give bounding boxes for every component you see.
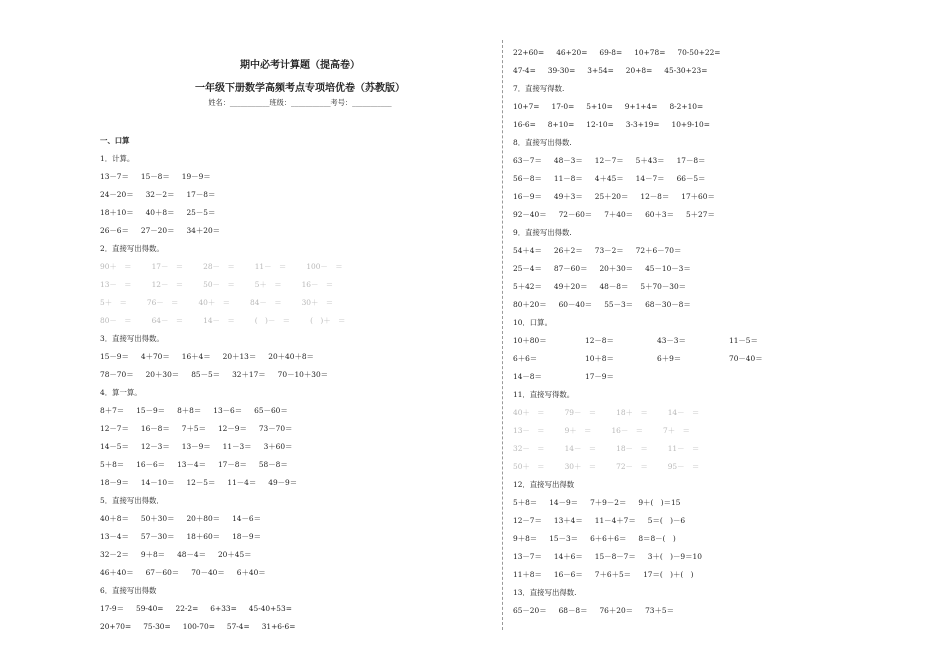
problem-item: ( )＋ ＝ bbox=[310, 316, 346, 326]
problem-item: 14－ ＝ bbox=[564, 444, 597, 454]
problem-item: 49－9＝ bbox=[268, 478, 298, 488]
problem-item: 10＋80＝ bbox=[513, 336, 547, 346]
problem-item: 6＋9＝ bbox=[657, 354, 682, 364]
problem-item: 5＋42＝ bbox=[513, 282, 542, 292]
problem-item: 59-40= bbox=[136, 604, 164, 614]
question-heading: 3．直接写出得数。 bbox=[100, 334, 164, 344]
problem-item: 17－8＝ bbox=[186, 190, 216, 200]
problem-item: 40＋ ＝ bbox=[513, 408, 545, 418]
right-column bbox=[513, 44, 933, 620]
problem-row bbox=[513, 188, 933, 206]
problem-item: 13－7＝ bbox=[100, 172, 129, 182]
problem-item: 14－5＝ bbox=[100, 442, 129, 452]
problem-item: 48－4＝ bbox=[177, 550, 206, 560]
problem-item: 32－2＝ bbox=[145, 190, 175, 200]
problem-item: 5＋ ＝ bbox=[100, 298, 127, 308]
problem-row bbox=[100, 222, 495, 240]
problem-item: 7＋6＋5＝ bbox=[594, 570, 632, 580]
problem-item: 80－ ＝ bbox=[100, 316, 132, 326]
problem-item: 14－7＝ bbox=[635, 174, 665, 184]
problem-row bbox=[513, 350, 933, 368]
problem-item: 6＋6＋6＝ bbox=[590, 534, 627, 544]
question-heading: 13．直接写出得数. bbox=[513, 588, 577, 598]
problem-item: 18－9＝ bbox=[232, 532, 261, 542]
question-heading: 10．口算。 bbox=[513, 318, 552, 328]
problem-item: 11－4＝ bbox=[227, 478, 257, 488]
problem-item: 13＋4＝ bbox=[553, 516, 583, 526]
problem-item: 5＋70－30＝ bbox=[640, 282, 687, 292]
problem-item: 57－30＝ bbox=[140, 532, 175, 542]
problem-item: 12－8＝ bbox=[640, 192, 670, 202]
problem-item: 8＝8－( ) bbox=[638, 534, 676, 544]
problem-item: 3＋( )－9＝10 bbox=[647, 552, 702, 562]
problem-item: 11－ ＝ bbox=[254, 262, 287, 272]
problem-item: 16＋4＝ bbox=[181, 352, 211, 362]
problem-item: 55－3＝ bbox=[604, 300, 634, 310]
problem-row bbox=[513, 278, 933, 296]
problem-item: 84－ ＝ bbox=[250, 298, 282, 308]
problem-item: 7＋40＝ bbox=[604, 210, 634, 220]
problem-row bbox=[513, 440, 933, 458]
problem-item: 63－7＝ bbox=[513, 156, 542, 166]
problem-item: 16－9＝ bbox=[513, 192, 542, 202]
problem-item: 22-2= bbox=[175, 604, 199, 614]
problem-row bbox=[100, 456, 495, 474]
problem-item: 5＋43＝ bbox=[635, 156, 665, 166]
problem-item: 17－8＝ bbox=[676, 156, 706, 166]
problem-item: 25－4＝ bbox=[513, 264, 542, 274]
problem-item: 17-9＝ bbox=[100, 604, 124, 614]
problem-item: 6+33= bbox=[210, 604, 237, 614]
problem-row bbox=[100, 510, 495, 528]
problem-item: 10＋8＝ bbox=[585, 354, 614, 364]
problem-item: 92－40＝ bbox=[513, 210, 547, 220]
problem-item: 13－7＝ bbox=[513, 552, 542, 562]
problem-row bbox=[513, 152, 933, 170]
problem-item: 32＋17＝ bbox=[232, 370, 266, 380]
problem-item: 48－3＝ bbox=[553, 156, 583, 166]
question-heading: 2．直接写出得数。 bbox=[100, 244, 164, 254]
problem-item: 72＋6－70＝ bbox=[635, 246, 682, 256]
question-heading: 4．算一算。 bbox=[100, 388, 142, 398]
problem-row bbox=[100, 186, 495, 204]
problem-row bbox=[513, 170, 933, 188]
problem-item: 69-8= bbox=[599, 48, 623, 58]
problem-item: 32－ ＝ bbox=[513, 444, 545, 454]
problem-item: 10+7= bbox=[513, 102, 540, 112]
problem-item: 60－40＝ bbox=[558, 300, 593, 310]
problem-item: 12－5＝ bbox=[186, 478, 216, 488]
problem-item: 12－7＝ bbox=[100, 424, 129, 434]
problem-item: 6＋6＝ bbox=[513, 354, 538, 364]
problem-item: 10+78= bbox=[634, 48, 666, 58]
problem-item: 11－4＋7＝ bbox=[594, 516, 636, 526]
problem-item: 73－2＝ bbox=[594, 246, 624, 256]
problem-item: 31+6-6= bbox=[261, 622, 296, 632]
problem-row bbox=[100, 258, 495, 276]
problem-item: 50－ ＝ bbox=[203, 280, 235, 290]
problem-row bbox=[100, 168, 495, 186]
problem-row bbox=[513, 62, 933, 80]
problem-item: 17＋60＝ bbox=[681, 192, 715, 202]
student-info-line: 姓名：___________班级：___________考号：___________ bbox=[208, 98, 392, 107]
problem-item: 26＋2＝ bbox=[553, 246, 583, 256]
problem-row bbox=[513, 602, 933, 620]
problem-item: 45-30+23= bbox=[664, 66, 708, 76]
problem-item: 5＋8＝ bbox=[513, 498, 538, 508]
problem-row bbox=[513, 242, 933, 260]
problem-item: 14＋6＝ bbox=[553, 552, 583, 562]
question-heading: 9．直接写出得数. bbox=[513, 228, 572, 238]
problem-item: 13－6＝ bbox=[213, 406, 243, 416]
question-heading: 7．直接写得数. bbox=[513, 84, 565, 94]
problem-item: 18－ ＝ bbox=[616, 444, 648, 454]
problem-row bbox=[100, 312, 495, 330]
problem-item: 73＋5＝ bbox=[645, 606, 674, 616]
problem-row bbox=[100, 564, 495, 582]
problem-item: 85－5＝ bbox=[191, 370, 221, 380]
problem-item: 20＋30＝ bbox=[145, 370, 180, 380]
problem-item: 9+1+4= bbox=[624, 102, 658, 112]
problem-item: 13－4＝ bbox=[177, 460, 206, 470]
problem-item: 70－10＋30＝ bbox=[277, 370, 329, 380]
problem-item: 3-3+19= bbox=[625, 120, 660, 130]
problem-row bbox=[513, 530, 933, 548]
problem-item: 50＋ ＝ bbox=[513, 462, 545, 472]
problem-item: 5＝( )－6 bbox=[647, 516, 686, 526]
problem-row bbox=[100, 204, 495, 222]
problem-item: 68－30－8＝ bbox=[645, 300, 691, 310]
problem-item: 4＋70＝ bbox=[140, 352, 170, 362]
problem-row bbox=[513, 44, 933, 62]
problem-item: 56－8＝ bbox=[513, 174, 542, 184]
problem-item: 12－7＝ bbox=[594, 156, 624, 166]
problem-item: ( )－ ＝ bbox=[254, 316, 291, 326]
problem-item: 16-6= bbox=[513, 120, 536, 130]
problem-row bbox=[513, 548, 933, 566]
problem-item: 13－ ＝ bbox=[100, 280, 132, 290]
problem-item: 16－ ＝ bbox=[301, 280, 334, 290]
problem-item: 16－6＝ bbox=[553, 570, 583, 580]
problem-item: 67－60＝ bbox=[145, 568, 180, 578]
problem-item: 15－8＝ bbox=[140, 172, 170, 182]
problem-item: 65－60＝ bbox=[254, 406, 288, 416]
problem-item: 12－9＝ bbox=[217, 424, 247, 434]
problem-item: 70－40＝ bbox=[191, 568, 225, 578]
problem-item: 20＋40＋8＝ bbox=[268, 352, 314, 362]
problem-item: 14－ ＝ bbox=[667, 408, 700, 418]
problem-item: 5＋8＝ bbox=[100, 460, 125, 470]
problem-item: 43－3＝ bbox=[657, 336, 686, 346]
problem-row bbox=[513, 206, 933, 224]
problem-item: 19－9＝ bbox=[181, 172, 211, 182]
problem-item: 16－8＝ bbox=[140, 424, 170, 434]
problem-row bbox=[100, 438, 495, 456]
problem-item: 49＋20＝ bbox=[553, 282, 588, 292]
problem-item: 25－5＝ bbox=[186, 208, 216, 218]
section-heading: 一、口算 bbox=[100, 136, 130, 146]
question-heading: 6．直接写出得数 bbox=[100, 586, 157, 596]
problem-item: 72－ ＝ bbox=[616, 462, 648, 472]
problem-item: 20＋30＝ bbox=[599, 264, 634, 274]
page-divider bbox=[502, 40, 503, 630]
problem-item: 20＋80＝ bbox=[186, 514, 221, 524]
problem-item: 10+9-10= bbox=[671, 120, 710, 130]
problem-item: 12－3＝ bbox=[140, 442, 170, 452]
problem-item: 7＋9－2＝ bbox=[590, 498, 627, 508]
problem-row bbox=[513, 404, 933, 422]
problem-item: 18＋10＝ bbox=[100, 208, 134, 218]
problem-item: 7＋ ＝ bbox=[663, 426, 690, 436]
problem-item: 28－ ＝ bbox=[203, 262, 235, 272]
problem-item: 18＋ ＝ bbox=[616, 408, 648, 418]
page-subtitle: 一年级下册数学高频考点专项培优卷（苏教版） bbox=[195, 83, 405, 94]
problem-item: 17－9＝ bbox=[585, 372, 614, 382]
problem-row bbox=[513, 332, 933, 350]
problem-item: 48－8＝ bbox=[599, 282, 629, 292]
problem-item: 14－10＝ bbox=[140, 478, 175, 488]
question-heading: 12．直接写出得数 bbox=[513, 480, 575, 490]
problem-item: 3＋60＝ bbox=[263, 442, 293, 452]
problem-item: 26－6＝ bbox=[100, 226, 129, 236]
problem-item: 16－6＝ bbox=[136, 460, 166, 470]
question-heading: 8．直接写出得数. bbox=[513, 138, 572, 148]
problem-row bbox=[100, 276, 495, 294]
problem-row bbox=[100, 474, 495, 492]
problem-item: 8-2+10= bbox=[669, 102, 704, 112]
problem-item: 20+8= bbox=[625, 66, 653, 76]
problem-row bbox=[513, 368, 933, 386]
problem-item: 11＋8＝ bbox=[513, 570, 542, 580]
problem-row bbox=[513, 494, 933, 512]
problem-item: 46+20= bbox=[556, 48, 588, 58]
problem-item: 70－40＝ bbox=[729, 354, 763, 364]
problem-item: 30＋ ＝ bbox=[564, 462, 597, 472]
problem-item: 17－8＝ bbox=[217, 460, 247, 470]
problem-item: 50＋30＝ bbox=[140, 514, 175, 524]
problem-row bbox=[513, 512, 933, 530]
problem-item: 8＋8＝ bbox=[177, 406, 202, 416]
problem-item: 20＋13＝ bbox=[222, 352, 257, 362]
problem-item: 5＋27＝ bbox=[685, 210, 715, 220]
problem-item: 58－8＝ bbox=[258, 460, 288, 470]
problem-item: 45-40+53= bbox=[248, 604, 292, 614]
problem-item: 11－8＝ bbox=[553, 174, 583, 184]
problem-item: 6＋40＝ bbox=[236, 568, 266, 578]
problem-item: 79－ ＝ bbox=[564, 408, 597, 418]
problem-item: 64－ ＝ bbox=[151, 316, 184, 326]
problem-item: 14－8＝ bbox=[513, 372, 542, 382]
problem-item: 13－4＝ bbox=[100, 532, 129, 542]
problem-item: 9＋ ＝ bbox=[564, 426, 592, 436]
problem-item: 70-50+22= bbox=[677, 48, 721, 58]
problem-item: 16－ ＝ bbox=[611, 426, 644, 436]
problem-item: 72－60＝ bbox=[558, 210, 593, 220]
problem-item: 8+10= bbox=[547, 120, 575, 130]
problem-item: 65－20＝ bbox=[513, 606, 547, 616]
problem-row bbox=[513, 296, 933, 314]
problem-item: 45－10－3＝ bbox=[645, 264, 691, 274]
problem-item: 46＋40＝ bbox=[100, 568, 134, 578]
problem-row bbox=[100, 618, 495, 636]
problem-item: 40＋8＝ bbox=[100, 514, 129, 524]
problem-row bbox=[513, 458, 933, 476]
problem-item: 78－70＝ bbox=[100, 370, 134, 380]
question-heading: 5．直接写出得数． bbox=[100, 496, 164, 506]
problem-item: 100－ ＝ bbox=[306, 262, 343, 272]
problem-item: 14－ ＝ bbox=[203, 316, 235, 326]
problem-item: 95－ ＝ bbox=[667, 462, 700, 472]
problem-row bbox=[100, 402, 495, 420]
problem-item: 18－9＝ bbox=[100, 478, 129, 488]
problem-item: 22+60= bbox=[513, 48, 545, 58]
problem-item: 14－9＝ bbox=[549, 498, 579, 508]
problem-item: 15－8－7＝ bbox=[594, 552, 636, 562]
problem-item: 11－3＝ bbox=[222, 442, 252, 452]
problem-row bbox=[100, 600, 495, 618]
problem-item: 12-10= bbox=[586, 120, 614, 130]
problem-item: 54＋4＝ bbox=[513, 246, 542, 256]
problem-item: 76－ ＝ bbox=[146, 298, 179, 308]
problem-item: 25＋20＝ bbox=[594, 192, 629, 202]
problem-item: 80＋20＝ bbox=[513, 300, 547, 310]
problem-item: 39-30= bbox=[547, 66, 576, 76]
problem-row bbox=[100, 294, 495, 312]
problem-item: 11－ ＝ bbox=[667, 444, 700, 454]
problem-row bbox=[100, 546, 495, 564]
problem-row bbox=[100, 420, 495, 438]
problem-row bbox=[513, 422, 933, 440]
problem-row bbox=[513, 260, 933, 278]
problem-item: 20＋45＝ bbox=[217, 550, 252, 560]
problem-row bbox=[513, 566, 933, 584]
problem-item: 40＋ ＝ bbox=[198, 298, 231, 308]
question-heading: 11．直接写得数。 bbox=[513, 390, 575, 400]
problem-row bbox=[513, 116, 933, 134]
problem-item: 57-4= bbox=[226, 622, 250, 632]
problem-item: 15－9＝ bbox=[100, 352, 129, 362]
problem-item: 40＋8＝ bbox=[145, 208, 175, 218]
problem-item: 11－5＝ bbox=[729, 336, 758, 346]
problem-item: 76＋20＝ bbox=[599, 606, 634, 616]
problem-item: 75-30= bbox=[143, 622, 171, 632]
problem-item: 68－8＝ bbox=[558, 606, 588, 616]
problem-item: 7＋5＝ bbox=[181, 424, 206, 434]
problem-item: 12－7＝ bbox=[513, 516, 542, 526]
problem-row bbox=[100, 528, 495, 546]
question-heading: 1．计算。 bbox=[100, 154, 135, 164]
problem-item: 49＋3＝ bbox=[553, 192, 583, 202]
left-column bbox=[100, 132, 495, 636]
problem-item: 18＋60＝ bbox=[186, 532, 221, 542]
problem-row bbox=[100, 366, 495, 384]
problem-item: 12－ ＝ bbox=[151, 280, 184, 290]
problem-item: 17-0= bbox=[551, 102, 575, 112]
problem-item: 14－6＝ bbox=[232, 514, 261, 524]
problem-item: 17＝( )＋( ) bbox=[643, 570, 694, 580]
problem-item: 5+10= bbox=[586, 102, 613, 112]
problem-item: 9＋8＝ bbox=[513, 534, 538, 544]
problem-item: 9＋8＝ bbox=[140, 550, 166, 560]
problem-row bbox=[513, 98, 933, 116]
problem-item: 60＋3＝ bbox=[645, 210, 674, 220]
problem-item: 30＋ ＝ bbox=[301, 298, 334, 308]
problem-item: 4＋45＝ bbox=[594, 174, 624, 184]
problem-item: 66－5＝ bbox=[676, 174, 706, 184]
problem-item: 12－8＝ bbox=[585, 336, 614, 346]
problem-item: 73－70＝ bbox=[258, 424, 293, 434]
problem-item: 13－ ＝ bbox=[513, 426, 545, 436]
problem-item: 100-70= bbox=[182, 622, 215, 632]
problem-item: 27－20＝ bbox=[140, 226, 175, 236]
problem-item: 90＋ ＝ bbox=[100, 262, 132, 272]
problem-item: 17－ ＝ bbox=[151, 262, 184, 272]
problem-row bbox=[100, 348, 495, 366]
problem-item: 20+70= bbox=[100, 622, 132, 632]
problem-item: 13－9＝ bbox=[181, 442, 211, 452]
problem-item: 15－9＝ bbox=[136, 406, 166, 416]
problem-item: 9＋( )＝15 bbox=[638, 498, 681, 508]
problem-item: 47-4= bbox=[513, 66, 536, 76]
problem-item: 87－60＝ bbox=[553, 264, 588, 274]
problem-item: 3+54= bbox=[587, 66, 614, 76]
problem-item: 24－20＝ bbox=[100, 190, 134, 200]
problem-item: 32－2＝ bbox=[100, 550, 129, 560]
page-title: 期中必考计算题（提高卷） bbox=[240, 60, 360, 71]
problem-item: 8＋7＝ bbox=[100, 406, 125, 416]
problem-item: 34＋20＝ bbox=[186, 226, 221, 236]
problem-item: 15－3＝ bbox=[549, 534, 579, 544]
problem-item: 5＋ ＝ bbox=[254, 280, 282, 290]
